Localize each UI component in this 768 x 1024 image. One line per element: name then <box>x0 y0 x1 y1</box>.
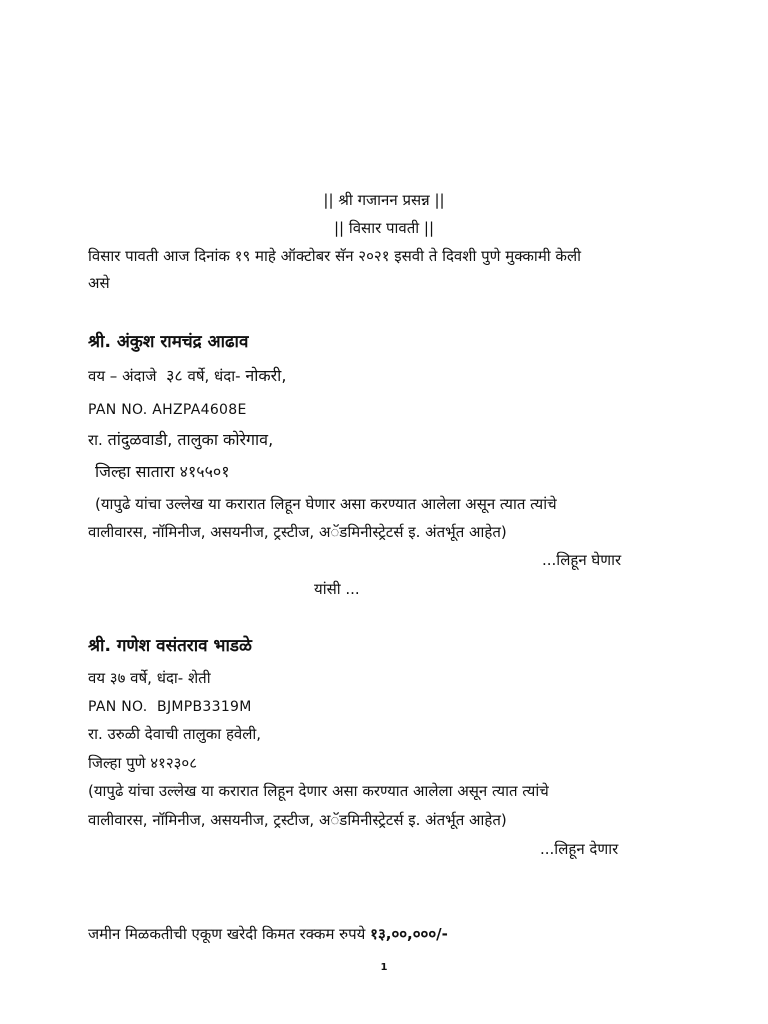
invocation-heading: || श्री गजानन प्रसन्न || <box>323 191 445 209</box>
intro-line-2: असे <box>88 274 110 292</box>
price-label: जमीन मिळकतीची एकूण खरेदी किमत रक्कम रुपये <box>88 925 366 943</box>
party2-district: जिल्हा पुणे ४१२३०८ <box>88 754 198 772</box>
party1-occupation: नोकरी, <box>245 366 287 385</box>
party1-age-suffix: वर्षे, धंदा- <box>187 367 241 385</box>
party2-name: श्री. गणेश वसंतराव भाडळे <box>88 636 252 656</box>
party1-pan <box>88 400 247 420</box>
party2-address: रा. उरुळी देवाची तालुका हवेली, <box>88 725 262 743</box>
page-number: 1 <box>380 962 388 973</box>
party1-role: ...लिहून घेणार <box>542 551 622 569</box>
party2-role: ...लिहून देणार <box>540 840 619 858</box>
party1-note-line-1: (यापुढे यांचा उल्लेख या करारात लिहून घेणार असा करण्यात आलेला असून त्यात त्यांचे <box>95 495 557 513</box>
party1-connector: यांसी ... <box>314 580 360 598</box>
party1-name: श्री. अंकुश रामचंद्र आढाव <box>88 332 249 352</box>
party1-address-line <box>88 430 273 450</box>
party2-note-line-2: वालीवारस, नॉमिनीज, असयनीज, ट्रस्टीज, अॅडमिनीस्ट्रेटर्स इ. अंतर्भूत आहेत) <box>88 811 507 829</box>
party1-age-value: ३८ <box>166 366 183 385</box>
party2-pan <box>88 697 252 717</box>
party1-age-line <box>88 366 286 386</box>
party2-pan-value: BJMPB3319M <box>157 699 252 715</box>
party2-pan-label: PAN NO. <box>88 699 148 715</box>
party1-note-line-2: वालीवारस, नॉमिनीज, असयनीज, ट्रस्टीज, अॅडमिनीस्ट्रेटर्स इ. अंतर्भूत आहेत) <box>88 523 507 541</box>
intro-line-1: विसार पावती आज दिनांक १९ माहे ऑक्टोबर सॅन २०२१ इसवी ते दिवशी पुणे मुक्कामी केली <box>88 247 582 265</box>
price-line <box>88 924 448 944</box>
party2-age-line: वय ३७ वर्षे, धंदा- शेती <box>88 669 211 687</box>
party1-pan-label: PAN NO. <box>88 402 148 418</box>
party1-pan-value: AHZPA4608E <box>152 402 247 418</box>
party1-address: तांदुळवाडी, तालुका कोरेगाव, <box>107 430 274 449</box>
party1-district: जिल्हा सातारा ४१५५०१ <box>95 462 230 481</box>
document-title: || विसार पावती || <box>333 219 435 237</box>
party1-age-prefix: वय – अंदाजे <box>88 367 157 385</box>
party1-address-prefix: रा. <box>88 431 103 449</box>
price-amount: १३,००,०००/- <box>370 925 448 943</box>
party2-note-line-1: (यापुढे यांचा उल्लेख या करारात लिहून देणार असा करण्यात आलेला असून त्यात त्यांचे <box>88 782 549 800</box>
